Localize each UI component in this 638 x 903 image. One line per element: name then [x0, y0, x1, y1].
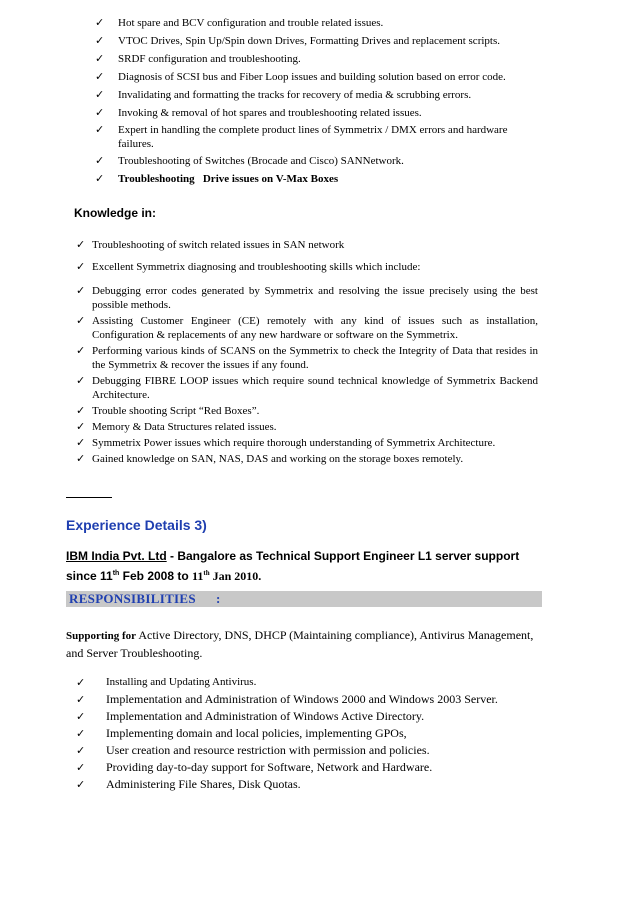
checkmark-icon: ✓ — [76, 452, 86, 465]
end-sup: th — [203, 569, 210, 577]
list-item — [95, 33, 545, 49]
divider — [66, 497, 112, 498]
list-item — [76, 776, 546, 793]
list-item-text: Implementation and Administration of Windows Active Directory. — [106, 709, 425, 723]
list-item — [95, 171, 545, 187]
checkmark-icon: ✓ — [95, 123, 105, 136]
checkmark-icon: ✓ — [76, 436, 86, 449]
list-item — [95, 51, 545, 67]
list-item-text: SRDF configuration and troubleshooting. — [118, 53, 301, 65]
list-item — [76, 374, 538, 402]
list-item-text: Excellent Symmetrix diagnosing and troubleshooting skills which include: — [92, 261, 421, 273]
list-item — [95, 87, 545, 103]
list-item-text: Expert in handling the complete product lines of Symmetrix / DMX errors and hardware failures. — [118, 124, 508, 150]
checkmark-icon: ✓ — [76, 260, 86, 273]
list-item-text: Troubleshooting Drive issues on V-Max Boxes — [118, 173, 339, 185]
checkmark-icon: ✓ — [76, 238, 86, 251]
list-item-text: Debugging error codes generated by Symmetrix and resolving the issue precisely using the best possible methods. — [92, 285, 538, 311]
list-item — [76, 759, 546, 776]
checkmark-icon: ✓ — [95, 34, 105, 47]
responsibilities-colon: : — [216, 591, 221, 606]
list-item-text: Trouble shooting Script “Red Boxes”. — [92, 405, 260, 417]
list-item — [76, 708, 546, 725]
knowledge-list — [76, 238, 538, 466]
checkmark-icon: ✓ — [76, 710, 86, 723]
list-item-text: Gained knowledge on SAN, NAS, DAS and working on the storage boxes remotely. — [92, 453, 464, 465]
list-item — [95, 105, 545, 121]
list-item-text: Assisting Customer Engineer (CE) remotely with any kind of issues such as installation, Configuration & replacements of any new hardware or software on the Symmetrix. — [92, 315, 538, 341]
list-item — [76, 404, 538, 418]
experience-title: Experience Details 3) — [66, 517, 207, 533]
list-item — [95, 15, 545, 31]
checkmark-icon: ✓ — [95, 52, 105, 65]
list-item-text: VTOC Drives, Spin Up/Spin down Drives, Formatting Drives and replacement scripts. — [118, 35, 500, 47]
checkmark-icon: ✓ — [95, 16, 105, 29]
support-text: Active Directory, DNS, DHCP (Maintaining compliance), Antivirus Management, and Server Troubleshooting. — [66, 628, 534, 660]
since-sup: th — [112, 570, 120, 577]
checkmark-icon: ✓ — [76, 676, 86, 689]
since-prefix: since 11 — [66, 569, 113, 583]
list-item — [76, 452, 538, 466]
end-day: 11 — [192, 569, 204, 583]
list-item-text: Implementing domain and local policies, implementing GPOs, — [106, 726, 407, 740]
list-item-text: Debugging FIBRE LOOP issues which require sound technical knowledge of Symmetrix Backend Architecture. — [92, 375, 538, 401]
company-name: IBM India Pvt. Ltd — [66, 549, 167, 563]
knowledge-heading: Knowledge in: — [74, 206, 156, 220]
list-item-text: Diagnosis of SCSI bus and Fiber Loop issues and building solution based on error code. — [118, 71, 506, 83]
end-rest: Jan 2010. — [209, 569, 262, 583]
list-item-text: Troubleshooting of Switches (Brocade and Cisco) SANNetwork. — [118, 155, 404, 167]
list-item — [76, 691, 546, 708]
list-item — [76, 314, 538, 342]
checkmark-icon: ✓ — [76, 314, 86, 327]
list-item — [76, 344, 538, 372]
list-item — [76, 742, 546, 759]
checkmark-icon: ✓ — [76, 404, 86, 417]
checkmark-icon: ✓ — [95, 70, 105, 83]
list-item-text: Hot spare and BCV configuration and trouble related issues. — [118, 17, 384, 29]
checkmark-icon: ✓ — [76, 284, 86, 297]
list-item-text: Symmetrix Power issues which require thorough understanding of Symmetrix Architecture. — [92, 437, 496, 449]
checkmark-icon: ✓ — [76, 344, 86, 357]
support-lead: Supporting for — [66, 630, 136, 642]
checkmark-icon: ✓ — [95, 172, 105, 185]
list-item-text: Troubleshooting of switch related issues in SAN network — [92, 239, 345, 251]
responsibilities-list — [76, 674, 546, 793]
list-item-text: Providing day-to-day support for Software, Network and Hardware. — [106, 760, 433, 774]
checkmark-icon: ✓ — [95, 154, 105, 167]
list-item — [95, 69, 545, 85]
checkmark-icon: ✓ — [76, 778, 86, 791]
checkmark-icon: ✓ — [76, 761, 86, 774]
list-item-text: Memory & Data Structures related issues. — [92, 421, 277, 433]
checkmark-icon: ✓ — [76, 374, 86, 387]
list-item-text: User creation and resource restriction with permission and policies. — [106, 743, 430, 757]
list-item — [76, 238, 538, 252]
responsibilities-label: RESPONSIBILITIES — [69, 591, 196, 606]
list-item — [76, 436, 538, 450]
list-item — [95, 123, 545, 151]
list-item — [76, 725, 546, 742]
responsibilities-bar — [66, 591, 542, 607]
list-item — [76, 420, 538, 434]
checkmark-icon: ✓ — [76, 420, 86, 433]
list-item — [95, 153, 545, 169]
list-item — [76, 674, 546, 691]
support-paragraph — [66, 627, 536, 662]
since-mid: Feb 2008 to — [119, 569, 193, 583]
checkmark-icon: ✓ — [95, 88, 105, 101]
skills-list — [95, 15, 545, 189]
list-item-text: Performing various kinds of SCANS on the Symmetrix to check the Integrity of Data that resides in the Symmetrix & recover the issues if any found. — [92, 345, 538, 371]
checkmark-icon: ✓ — [76, 693, 86, 706]
list-item-text: Implementation and Administration of Windows 2000 and Windows 2003 Server. — [106, 692, 498, 706]
list-item-text: Administering File Shares, Disk Quotas. — [106, 777, 301, 791]
list-item-text: Installing and Updating Antivirus. — [106, 676, 257, 688]
company-line — [66, 548, 566, 585]
company-role: - Bangalore as Technical Support Engineer L1 server support — [166, 549, 520, 563]
list-item-text: Invalidating and formatting the tracks for recovery of media & scrubbing errors. — [118, 89, 472, 101]
checkmark-icon: ✓ — [95, 106, 105, 119]
list-item-text: Invoking & removal of hot spares and troubleshooting related issues. — [118, 107, 422, 119]
list-item — [76, 260, 538, 274]
checkmark-icon: ✓ — [76, 744, 86, 757]
list-item — [76, 284, 538, 312]
checkmark-icon: ✓ — [76, 727, 86, 740]
